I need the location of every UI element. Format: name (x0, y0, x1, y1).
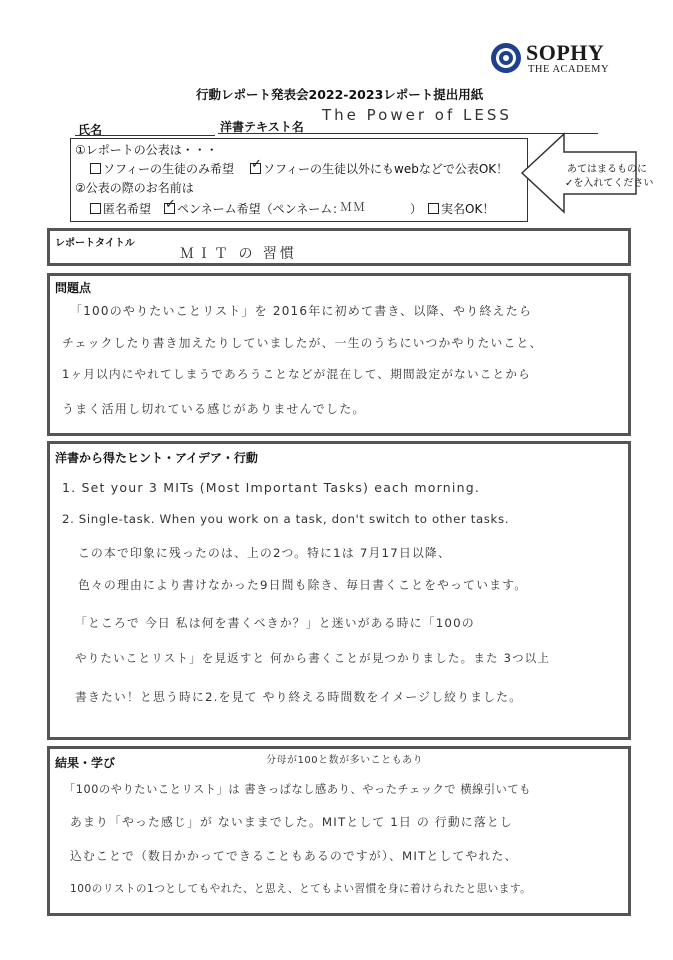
logo-name: SOPHY (526, 40, 605, 65)
logo-sub: THE ACADEMY (528, 64, 610, 75)
problem-line-3: 1ヶ月以内にやれてしまうであろうことなどが混在して、期間設定がないことから (62, 367, 531, 381)
hints-label: 洋書から得たヒント・アイデア・行動 (55, 451, 258, 465)
report-title-label: レポートタイトル (55, 238, 135, 249)
problem-line-2: チェックしたり書き加えたりしていましたが、一生のうちにいつかやりたいこと、 (62, 336, 543, 350)
textbook-label: 洋書テキスト名 (220, 120, 304, 134)
report-title-value: ＭＩＴ の 習慣 (180, 246, 297, 262)
q2-penname-close: ） (410, 202, 423, 216)
textbook-value: The Power of LESS (322, 106, 512, 124)
q2-checkbox-2[interactable] (164, 203, 175, 214)
problem-box (47, 273, 631, 436)
problem-line-1: 「100のやりたいことリスト」を 2016年に初めて書き、以降、やり終えたら (70, 304, 533, 318)
report-title-box (47, 228, 631, 266)
results-line-2: あまり「やった感じ」が ないままでした。MITとして 1日 の 行動に落とし (70, 815, 513, 829)
hints-line-2: 2. Single-task. When you work on a task, don't switch to other tasks. (62, 512, 510, 526)
callout-text-1: あてはまるものに (567, 164, 647, 175)
hints-line-7: 書きたい！と思う時に2.を見て やり終える時間数をイメージし絞りました。 (75, 690, 523, 704)
results-line-4: 100のリストの1つとしてもやれた、と思え、とてもよい習慣を身に着けられたと思います。 (70, 883, 532, 895)
problem-line-4: うまく活用し切れている感じがありませんでした。 (62, 402, 366, 416)
academy-seal-icon (490, 42, 522, 74)
q1-checkbox-2[interactable] (250, 163, 261, 174)
name-label: 氏名 (78, 123, 103, 137)
logo (490, 40, 640, 80)
q2-checkbox-1[interactable] (90, 203, 101, 214)
results-box (47, 746, 631, 916)
hints-line-6: やりたいことリスト」を見返すと 何から書くことが見つかりました。また 3つ以上 (75, 651, 551, 665)
hints-line-4: 色々の理由により書けなかった9日間も除き、毎日書くことをやっています。 (78, 578, 528, 592)
hints-line-1: 1. Set your 3 MITs (Most Important Tasks) each morning. (62, 480, 480, 495)
callout-text-2: ✓を入れてください (565, 178, 654, 189)
q1-checkbox-1[interactable] (90, 163, 101, 174)
hints-box (47, 441, 631, 740)
results-line-1: 「100のやりたいことリスト」は 書きっぱなし感あり、やったチェックで 横線引いても (64, 783, 532, 796)
q2-option-penname[interactable]: ✓ ペンネーム希望（ペンネーム： (164, 200, 344, 217)
q2-label: ②公表の際のお名前は (75, 181, 194, 195)
hints-line-5: 「ところで 今日 私は何を書くべきか？」と迷いがある時に「100の (75, 616, 475, 630)
q2-option-realname[interactable]: 実名OK！ (428, 200, 494, 217)
q1-option-students-only[interactable]: ソフィーの生徒のみ希望 (90, 160, 234, 177)
results-note: 分母が100と数が多いこともあり (266, 755, 424, 766)
name-underline (75, 135, 215, 136)
q1-option-public[interactable]: ✓ ソフィーの生徒以外にもwebなどで公表OK！ (250, 160, 508, 177)
q2-option-anonymous[interactable]: 匿名希望 (90, 200, 151, 217)
form-title: 行動レポート発表会2022-2023レポート提出用紙 (196, 87, 484, 102)
q1-label: ①レポートの公表は・・・ (75, 143, 218, 157)
hints-line-3: この本で印象に残ったのは、上の2つ。特に1は 7月17日以降、 (78, 546, 451, 560)
problem-label: 問題点 (55, 281, 92, 295)
results-line-3: 込むことで（数日かかってできることもあるのですが）、MITとしてやれた、 (70, 849, 518, 863)
q2-checkbox-3[interactable] (428, 203, 439, 214)
q2-penname-value: ＭＭ (340, 200, 367, 214)
results-label: 結果・学び (55, 756, 116, 770)
